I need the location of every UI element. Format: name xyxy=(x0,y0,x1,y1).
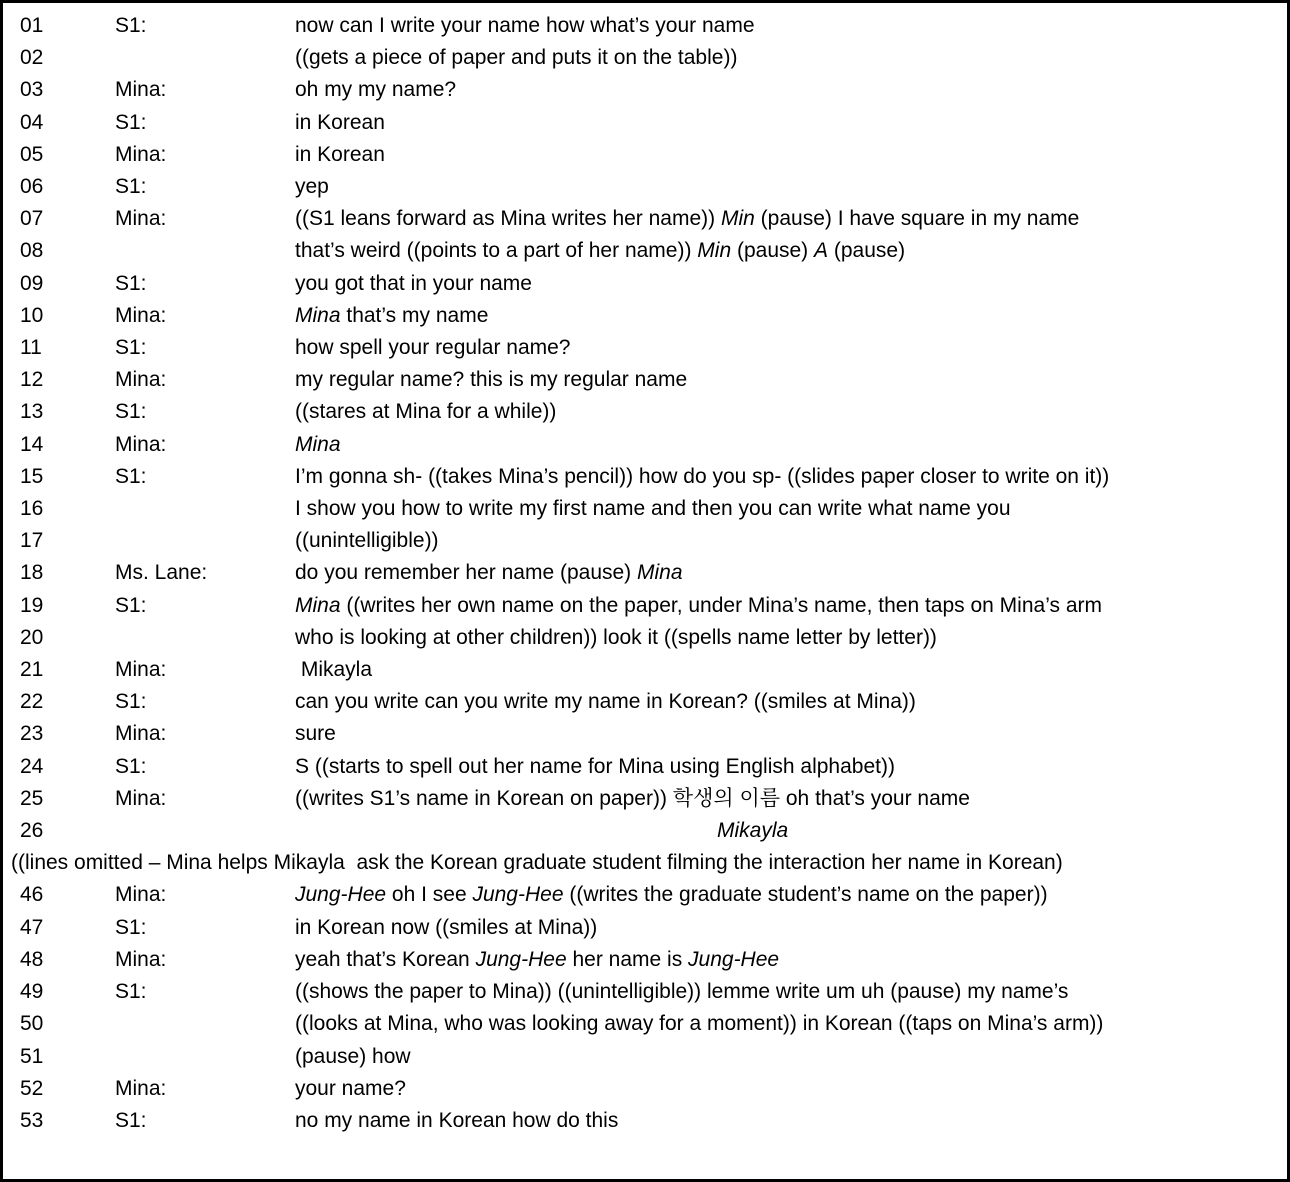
transcript-row xyxy=(20,751,1281,783)
utterance-segment: oh I see xyxy=(386,883,473,907)
utterance-segment-italic: Jung-Hee xyxy=(472,883,564,907)
transcript-row xyxy=(20,332,1281,364)
line-number: 13 xyxy=(20,400,44,424)
line-number: 51 xyxy=(20,1044,44,1068)
speaker-label: Ms. Lane: xyxy=(115,561,208,585)
utterance-segment: (pause) I have square in my name xyxy=(754,207,1080,231)
utterance-segment: who is looking at other children)) look it ((spells name letter by letter)) xyxy=(295,625,937,649)
line-number: 10 xyxy=(20,303,44,327)
transcript-row xyxy=(20,815,1281,847)
utterance-segment: (pause) xyxy=(828,239,906,263)
utterance-segment-italic: Mina xyxy=(295,593,341,617)
utterance-text xyxy=(295,686,1281,718)
line-number: 01 xyxy=(20,14,44,37)
line-number: 50 xyxy=(20,1012,44,1036)
transcript-row xyxy=(20,525,1281,557)
utterance-text xyxy=(295,10,1281,42)
line-number: 21 xyxy=(20,658,44,682)
line-number: 46 xyxy=(20,883,44,907)
transcript-row xyxy=(20,718,1281,750)
speaker-label: S1: xyxy=(115,915,147,939)
utterance-text xyxy=(295,1041,1281,1073)
utterance-segment: S ((starts to spell out her name for Mina using English alphabet)) xyxy=(295,754,895,778)
utterance-text xyxy=(295,235,1281,267)
transcript-row xyxy=(20,74,1281,106)
speaker-label: S1: xyxy=(115,336,147,360)
utterance-segment: ((writes her own name on the paper, under Mina’s name, then taps on Mina’s arm xyxy=(340,593,1102,617)
utterance-segment: you got that in your name xyxy=(295,271,532,295)
transcript-row xyxy=(20,203,1281,235)
transcript-row xyxy=(20,944,1281,976)
speaker-label: S1: xyxy=(115,464,147,488)
line-number: 47 xyxy=(20,915,44,939)
utterance-segment-italic: Mina xyxy=(295,432,341,456)
utterance-text xyxy=(295,976,1281,1008)
utterance-text xyxy=(295,1105,1281,1137)
utterance-text xyxy=(295,718,1281,750)
line-number: 22 xyxy=(20,690,44,714)
speaker-label: Mina: xyxy=(115,142,167,166)
speaker-label: S1: xyxy=(115,14,147,37)
line-number: 15 xyxy=(20,464,44,488)
line-number: 24 xyxy=(20,754,44,778)
utterance-text xyxy=(295,525,1281,557)
utterance-segment-italic: Jung-Hee xyxy=(688,947,780,971)
transcript-row xyxy=(20,429,1281,461)
utterance-segment: that’s weird ((points to a part of her name)) xyxy=(295,239,698,263)
speaker-label: Mina: xyxy=(115,432,167,456)
utterance-segment: I show you how to write my first name and then you can write what name you xyxy=(295,497,1011,521)
utterance-segment-italic: Mina xyxy=(637,561,683,585)
utterance-text xyxy=(295,107,1281,139)
line-number: 02 xyxy=(20,46,44,70)
utterance-segment: ((stares at Mina for a while)) xyxy=(295,400,557,424)
utterance-text xyxy=(295,879,1281,911)
utterance-segment-italic: A xyxy=(814,239,829,263)
speaker-label: S1: xyxy=(115,271,147,295)
utterance-text xyxy=(295,751,1281,783)
transcript-row xyxy=(20,107,1281,139)
transcript-row xyxy=(20,686,1281,718)
utterance-segment: ((S1 leans forward as Mina writes her name)) xyxy=(295,207,721,231)
line-number: 05 xyxy=(20,142,44,166)
speaker-label: Mina: xyxy=(115,658,167,682)
utterance-segment: in Korean now ((smiles at Mina)) xyxy=(295,915,598,939)
utterance-segment-italic: Min xyxy=(720,207,755,231)
utterance-segment-italic: Jung-Hee xyxy=(475,947,567,971)
line-number: 20 xyxy=(20,625,44,649)
transcript-row xyxy=(20,912,1281,944)
line-number: 18 xyxy=(20,561,44,585)
utterance-segment: I’m gonna sh- ((takes Mina’s pencil)) how do you sp- ((slides paper closer to write on it)) xyxy=(295,464,1110,488)
line-number: 26 xyxy=(20,819,44,843)
utterance-segment: ((shows the paper to Mina)) ((unintelligible)) lemme write um uh (pause) my name’s xyxy=(295,980,1069,1004)
utterance-text xyxy=(295,171,1281,203)
utterance-segment: your name? xyxy=(295,1076,406,1100)
utterance-segment: (pause) how xyxy=(295,1044,411,1068)
omitted-lines-note-row xyxy=(11,847,1281,879)
line-number: 07 xyxy=(20,207,44,231)
line-number: 03 xyxy=(20,78,44,102)
speaker-label: S1: xyxy=(115,980,147,1004)
speaker-label: Mina: xyxy=(115,947,167,971)
line-number: 48 xyxy=(20,947,44,971)
line-number: 49 xyxy=(20,980,44,1004)
speaker-label: S1: xyxy=(115,175,147,199)
utterance-segment: no my name in Korean how do this xyxy=(295,1108,619,1132)
transcript-row xyxy=(20,1041,1281,1073)
utterance-text xyxy=(295,944,1281,976)
utterance-text xyxy=(295,74,1281,106)
transcript-row xyxy=(20,171,1281,203)
utterance-segment-italic: Mikayla xyxy=(717,819,789,843)
speaker-label: S1: xyxy=(115,593,147,617)
utterance-segment-italic: Mina xyxy=(295,303,341,327)
utterance-segment: in Korean xyxy=(295,110,385,134)
utterance-segment: yep xyxy=(295,175,329,199)
transcript-row xyxy=(20,139,1281,171)
transcript-row xyxy=(20,42,1281,74)
utterance-segment: her name is xyxy=(566,947,689,971)
omitted-lines-note-text: ((lines omitted – Mina helps Mikayla ask the Korean graduate student filming the interaction her name in Korean) xyxy=(11,851,1063,875)
utterance-segment-italic: Min xyxy=(697,239,732,263)
speaker-label: Mina: xyxy=(115,1076,167,1100)
utterance-segment: in Korean xyxy=(295,142,385,166)
utterance-text xyxy=(295,783,1281,815)
speaker-label: Mina: xyxy=(115,722,167,746)
transcript-row xyxy=(20,654,1281,686)
utterance-segment: now can I write your name how what’s your name xyxy=(295,14,755,37)
utterance-segment: do you remember her name (pause) xyxy=(295,561,637,585)
speaker-label: S1: xyxy=(115,1108,147,1132)
utterance-segment: can you write can you write my name in Korean? ((smiles at Mina)) xyxy=(295,690,916,714)
line-number: 25 xyxy=(20,786,44,810)
speaker-label: S1: xyxy=(115,110,147,134)
utterance-text xyxy=(295,203,1281,235)
transcript-row xyxy=(20,10,1281,42)
utterance-text xyxy=(295,461,1281,493)
line-number: 17 xyxy=(20,529,44,553)
utterance-segment: oh my my name? xyxy=(295,78,457,102)
transcript-row xyxy=(20,300,1281,332)
utterance-segment: ((gets a piece of paper and puts it on the table)) xyxy=(295,46,738,70)
transcript-row xyxy=(20,1073,1281,1105)
speaker-label: S1: xyxy=(115,690,147,714)
utterance-text xyxy=(295,1008,1281,1040)
transcript-row xyxy=(20,1105,1281,1137)
line-number: 09 xyxy=(20,271,44,295)
speaker-label: Mina: xyxy=(115,303,167,327)
line-number: 08 xyxy=(20,239,44,263)
utterance-segment: that’s my name xyxy=(340,303,489,327)
utterance-text xyxy=(295,654,1281,686)
utterance-text xyxy=(295,622,1281,654)
line-number: 04 xyxy=(20,110,44,134)
line-number: 53 xyxy=(20,1108,44,1132)
transcript-row xyxy=(20,396,1281,428)
utterance-text xyxy=(295,42,1281,74)
utterance-text xyxy=(295,300,1281,332)
line-number: 14 xyxy=(20,432,44,456)
transcript-row xyxy=(20,622,1281,654)
utterance-text xyxy=(295,912,1281,944)
speaker-label: Mina: xyxy=(115,207,167,231)
line-number: 23 xyxy=(20,722,44,746)
utterance-text xyxy=(295,429,1281,461)
transcript-row xyxy=(20,268,1281,300)
line-number: 19 xyxy=(20,593,44,617)
line-number: 12 xyxy=(20,368,44,392)
utterance-segment: (pause) xyxy=(731,239,815,263)
transcript-row xyxy=(20,976,1281,1008)
utterance-text xyxy=(295,332,1281,364)
transcript-row xyxy=(20,493,1281,525)
utterance-segment: sure xyxy=(295,722,336,746)
utterance-segment: my regular name? this is my regular name xyxy=(295,368,688,392)
utterance-segment: yeah that’s Korean xyxy=(295,947,476,971)
speaker-label: Mina: xyxy=(115,786,167,810)
transcript-row xyxy=(20,590,1281,622)
transcript xyxy=(11,10,1281,1137)
utterance-segment-italic: Jung-Hee xyxy=(295,883,387,907)
utterance-segment: ((writes the graduate student’s name on the paper)) xyxy=(563,883,1048,907)
line-number: 11 xyxy=(20,336,42,360)
utterance-text xyxy=(295,590,1281,622)
line-number: 52 xyxy=(20,1076,44,1100)
utterance-segment: Mikayla xyxy=(295,658,373,682)
speaker-label: Mina: xyxy=(115,78,167,102)
transcript-row xyxy=(20,879,1281,911)
utterance-text xyxy=(295,493,1281,525)
utterance-text xyxy=(295,557,1281,589)
transcript-row xyxy=(20,1008,1281,1040)
utterance-text xyxy=(295,139,1281,171)
transcript-row xyxy=(20,461,1281,493)
speaker-label: S1: xyxy=(115,754,147,778)
utterance-text xyxy=(295,364,1281,396)
utterance-segment: how spell your regular name? xyxy=(295,336,571,360)
utterance-segment: ((writes S1’s name in Korean on paper)) 학생의 이름 oh that’s your name xyxy=(295,786,970,810)
transcript-row xyxy=(20,235,1281,267)
utterance-text xyxy=(295,1073,1281,1105)
utterance-segment: ((looks at Mina, who was looking away for a moment)) in Korean ((taps on Mina’s arm)) xyxy=(295,1012,1104,1036)
speaker-label: Mina: xyxy=(115,368,167,392)
transcript-row xyxy=(20,364,1281,396)
utterance-segment: ((unintelligible)) xyxy=(295,529,439,553)
transcript-row xyxy=(20,783,1281,815)
line-number: 06 xyxy=(20,175,44,199)
utterance-text xyxy=(295,815,1281,847)
line-number: 16 xyxy=(20,497,44,521)
utterance-text xyxy=(295,268,1281,300)
speaker-label: S1: xyxy=(115,400,147,424)
transcript-row xyxy=(20,557,1281,589)
utterance-text xyxy=(295,396,1281,428)
speaker-label: Mina: xyxy=(115,883,167,907)
